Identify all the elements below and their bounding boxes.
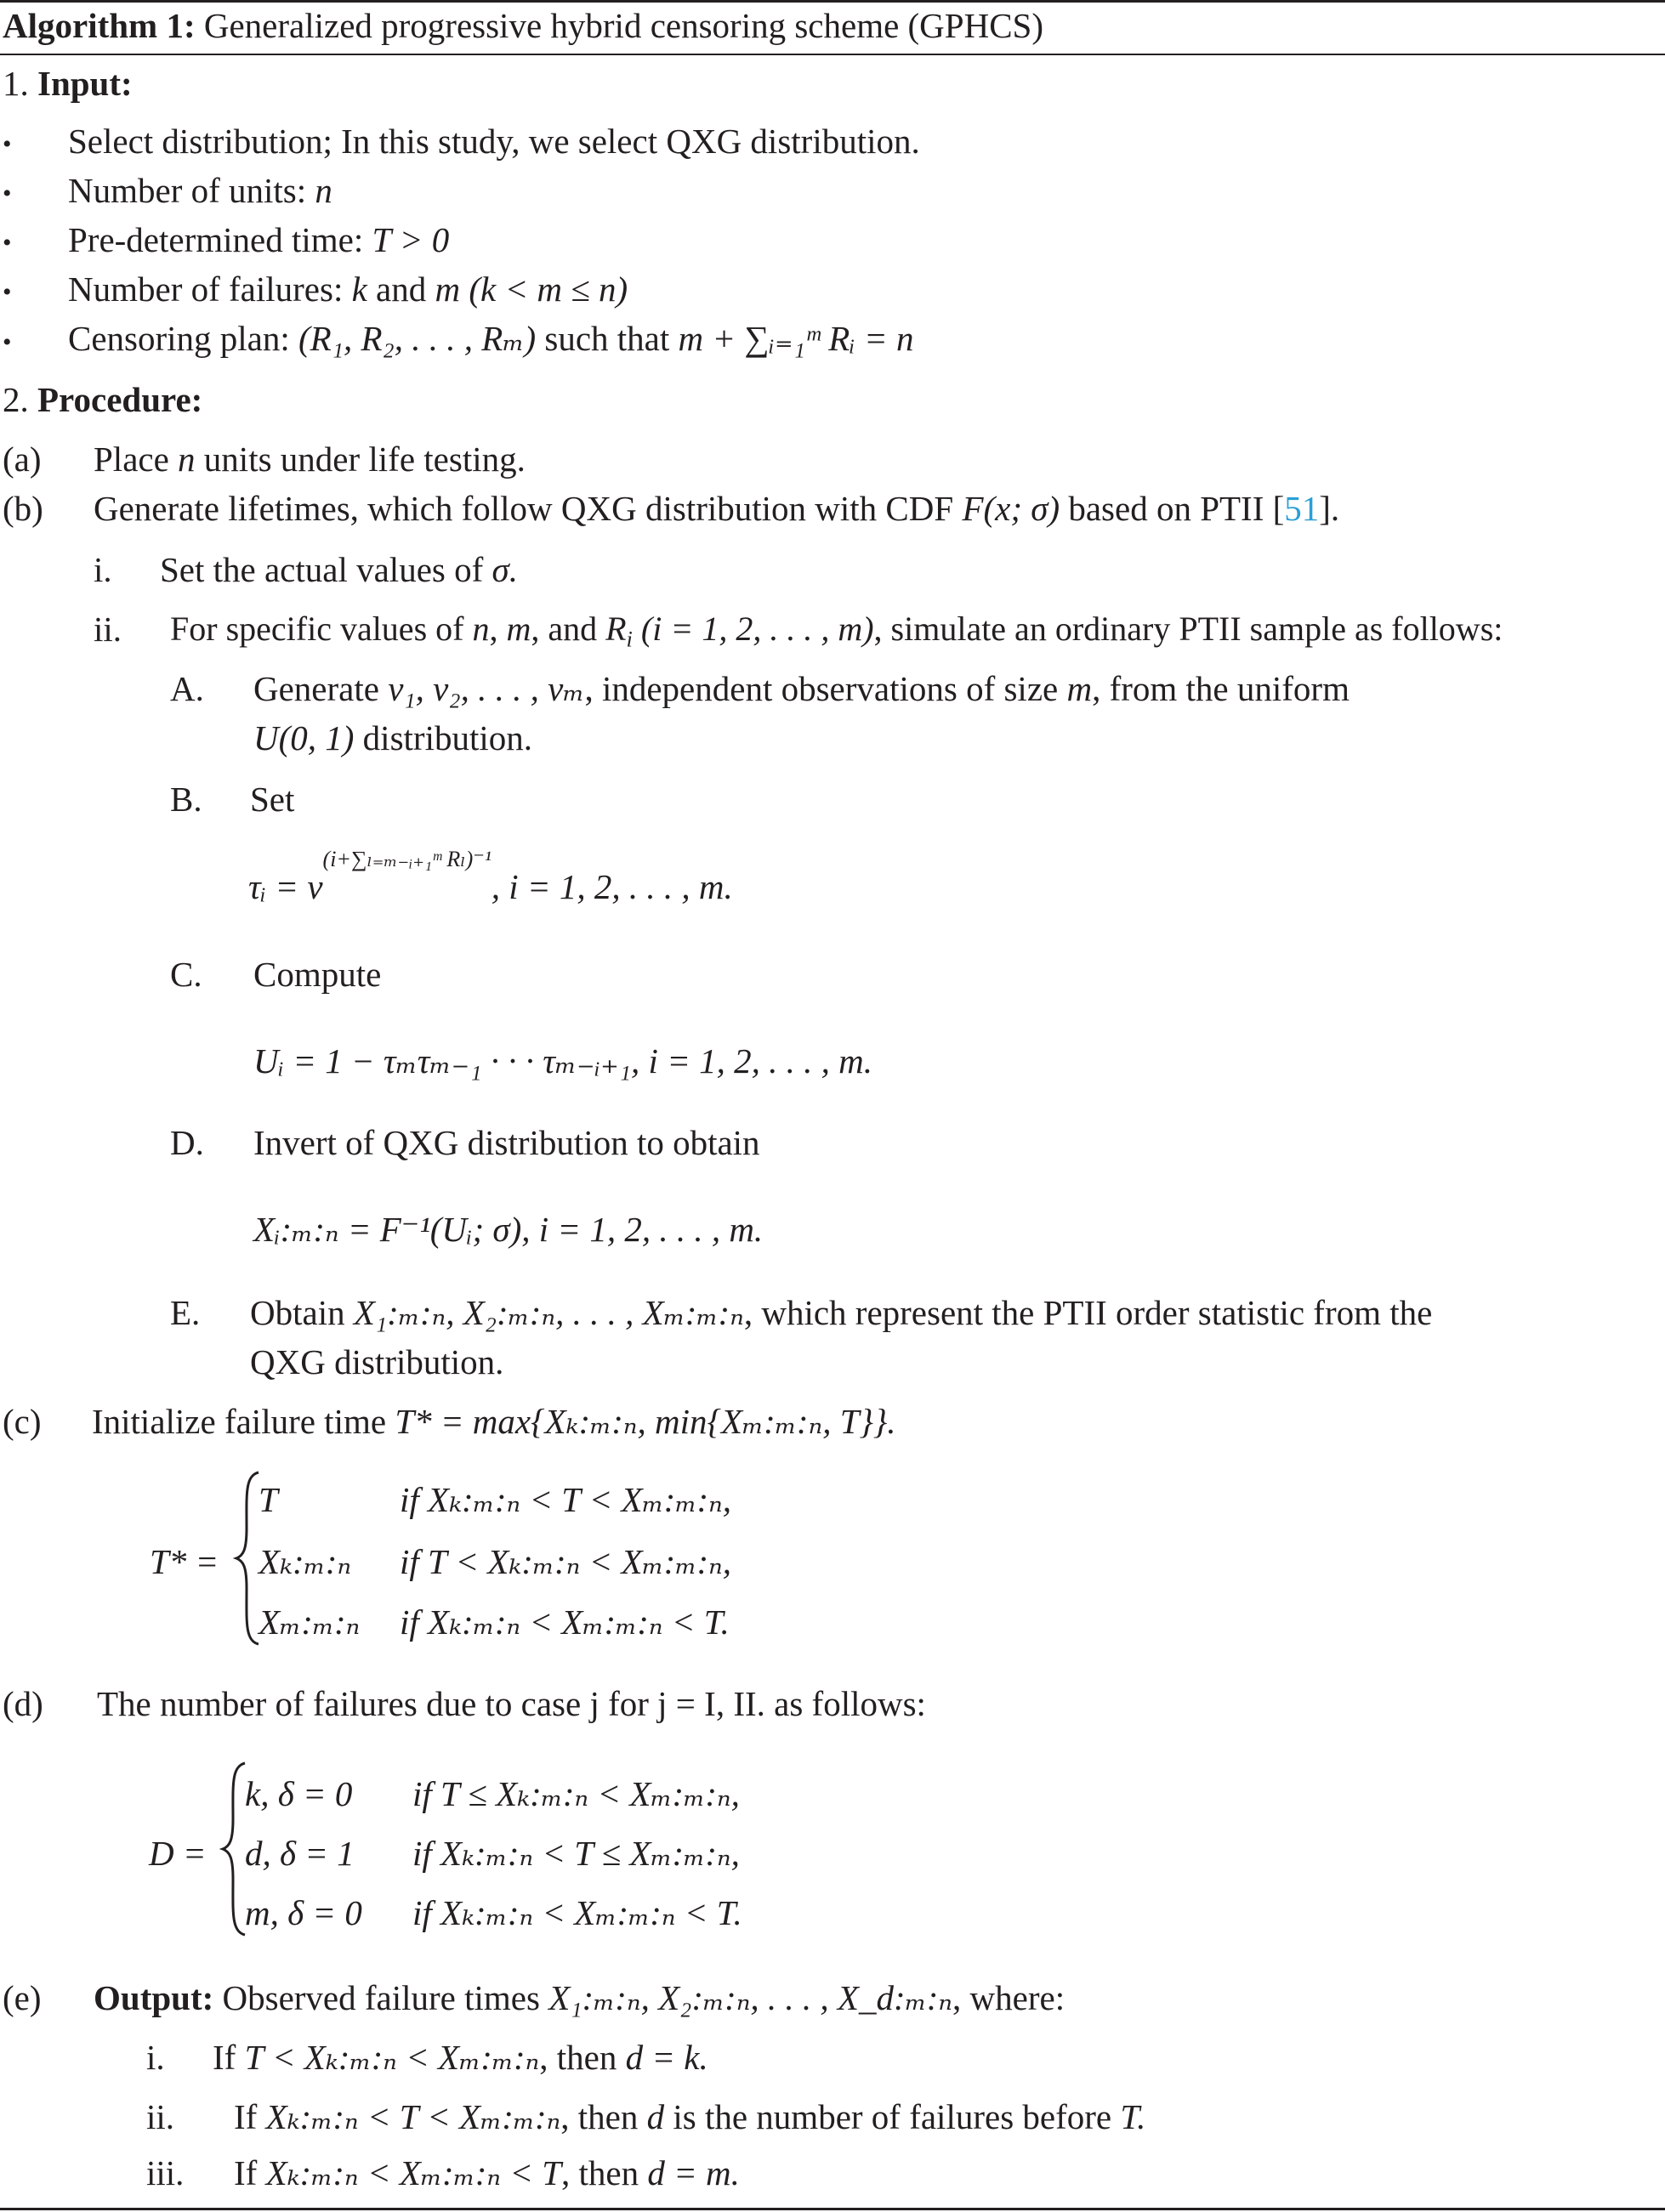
step-d: The number of failures due to case j for j = I, II. as follows: xyxy=(97,1684,926,1723)
step-b-i: Set the actual values of σ. xyxy=(160,550,518,589)
input-bullet-4: Number of failures: k and m (k < m ≤ n) xyxy=(68,269,628,309)
d-cases-lhs: D = xyxy=(149,1834,207,1873)
c-case-1-condition: if Xₖ:ₘ:ₙ < T < Xₘ:ₘ:ₙ, xyxy=(400,1480,732,1519)
step-e: Output: Observed failure times X₁:ₘ:ₙ, X₂:ₘ:ₙ, . . . , X_d:ₘ:ₙ, where: xyxy=(94,1978,1065,2017)
bottom-rule xyxy=(0,2208,1665,2210)
step-e-iii: If Xₖ:ₘ:ₙ < Xₘ:ₘ:ₙ < T, then d = m. xyxy=(234,2153,740,2192)
step-D-label: D. xyxy=(170,1123,204,1162)
step-e-iii-label: iii. xyxy=(146,2153,185,2192)
step-b: Generate lifetimes, which follow QXG distribution with CDF F(x; σ) based on PTII [51]. xyxy=(94,489,1340,528)
d-case-1-value: k, δ = 0 xyxy=(245,1774,353,1813)
step-E: Obtain X₁:ₘ:ₙ, X₂:ₘ:ₙ, . . . , Xₘ:ₘ:ₙ, which represent the PTII order statistic from the xyxy=(250,1293,1433,1332)
d-case-3-value: m, δ = 0 xyxy=(245,1893,362,1932)
step-b-ii: For specific values of n, m, and $R_i$ (i = 1, 2, . . . , m), simulate an ordinary PTII sample as follows: xyxy=(170,610,1503,652)
algorithm-title-text: Generalized progressive hybrid censoring scheme (GPHCS) xyxy=(203,6,1044,45)
bullet: • xyxy=(3,328,12,356)
step-C-label: C. xyxy=(170,955,202,994)
c-case-3-value: Xₘ:ₘ:ₙ xyxy=(259,1602,361,1642)
reference-link[interactable]: 51 xyxy=(1284,489,1320,528)
bullet: • xyxy=(3,179,12,207)
bullet: • xyxy=(3,130,12,158)
procedure-heading: 2. Procedure: xyxy=(3,380,203,419)
input-bullet-2: Number of units: n xyxy=(68,171,332,210)
step-E-label: E. xyxy=(170,1293,201,1332)
d-case-2-condition: if Xₖ:ₘ:ₙ < T ≤ Xₘ:ₘ:ₙ, xyxy=(412,1834,740,1873)
c-case-2-condition: if T < Xₖ:ₘ:ₙ < Xₘ:ₘ:ₙ, xyxy=(400,1542,732,1581)
step-B-text: Set xyxy=(250,780,295,819)
step-A-line2: U(0, 1) distribution. xyxy=(253,718,532,757)
step-D-text: Invert of QXG distribution to obtain xyxy=(253,1123,760,1162)
step-a: Place n units under life testing. xyxy=(94,440,526,479)
step-B-exponent: (i+∑ₗ₌ₘ₋ᵢ₊₁ᵐ Rₗ)⁻¹ xyxy=(322,847,492,871)
step-a-label: (a) xyxy=(3,440,42,479)
step-C-equation: Uᵢ = 1 − τₘτₘ₋₁ · · · τₘ₋ᵢ₊₁, i = 1, 2, . . . , m. xyxy=(253,1041,872,1080)
c-case-3-condition: if Xₖ:ₘ:ₙ < Xₘ:ₘ:ₙ < T. xyxy=(400,1602,730,1642)
c-case-2-value: Xₖ:ₘ:ₙ xyxy=(259,1542,352,1581)
step-d-label: (d) xyxy=(3,1684,43,1723)
step-b-ii-label: ii. xyxy=(94,610,122,649)
step-e-i: If T < Xₖ:ₘ:ₙ < Xₘ:ₘ:ₙ, then d = k. xyxy=(213,2038,708,2077)
algorithm-label: Algorithm 1: xyxy=(3,6,196,45)
bullet: • xyxy=(3,229,12,257)
step-e-i-label: i. xyxy=(146,2038,165,2077)
step-C-text: Compute xyxy=(253,955,382,994)
input-heading: 1. Input: xyxy=(3,64,133,103)
step-D-equation: Xᵢ:ₘ:ₙ = F⁻¹(Uᵢ; σ), i = 1, 2, . . . , m. xyxy=(253,1210,764,1249)
d-case-2-value: d, δ = 1 xyxy=(245,1834,355,1873)
input-bullet-3: Pre-determined time: T > 0 xyxy=(68,220,450,259)
algorithm-title xyxy=(3,6,1044,45)
c-case-1-value: T xyxy=(259,1480,278,1519)
d-case-1-condition: if T ≤ Xₖ:ₘ:ₙ < Xₘ:ₘ:ₙ, xyxy=(412,1774,740,1813)
bullet: • xyxy=(3,278,12,306)
step-c-label: (c) xyxy=(3,1402,42,1441)
step-B-equation: τᵢ = $\nu^{(i+\sum_{l=m-}ᵢ_{+1}ᵐ R_l)^{-1}}$, i = 1, 2, . . . , m. xyxy=(248,847,733,906)
step-b-i-label: i. xyxy=(94,550,112,589)
input-bullet-5: Censoring plan: (R₁, R₂, . . . , Rₘ) such that m + ∑ᵢ₌₁ᵐ Rᵢ = n xyxy=(68,319,914,358)
d-case-3-condition: if Xₖ:ₘ:ₙ < Xₘ:ₘ:ₙ < T. xyxy=(412,1893,742,1932)
step-E-line2: QXG distribution. xyxy=(250,1342,504,1381)
step-c: Initialize failure time T* = max{Xₖ:ₘ:ₙ, min{Xₘ:ₘ:ₙ, T}}. xyxy=(92,1402,896,1441)
header-rule xyxy=(0,54,1665,55)
step-e-label: (e) xyxy=(3,1978,42,2017)
top-rule xyxy=(0,0,1665,3)
input-bullet-1: Select distribution; In this study, we select QXG distribution. xyxy=(68,122,920,161)
step-A-label: A. xyxy=(170,669,204,708)
step-e-ii: If Xₖ:ₘ:ₙ < T < Xₘ:ₘ:ₙ, then d is the number of failures before T. xyxy=(234,2097,1146,2136)
step-e-ii-label: ii. xyxy=(146,2097,175,2136)
step-A: Generate v₁, v₂, . . . , vₘ, independent observations of size m, from the uniform xyxy=(253,669,1350,708)
step-b-label: (b) xyxy=(3,489,43,528)
step-B-label: B. xyxy=(170,780,202,819)
c-cases-lhs: T* = xyxy=(150,1542,219,1581)
